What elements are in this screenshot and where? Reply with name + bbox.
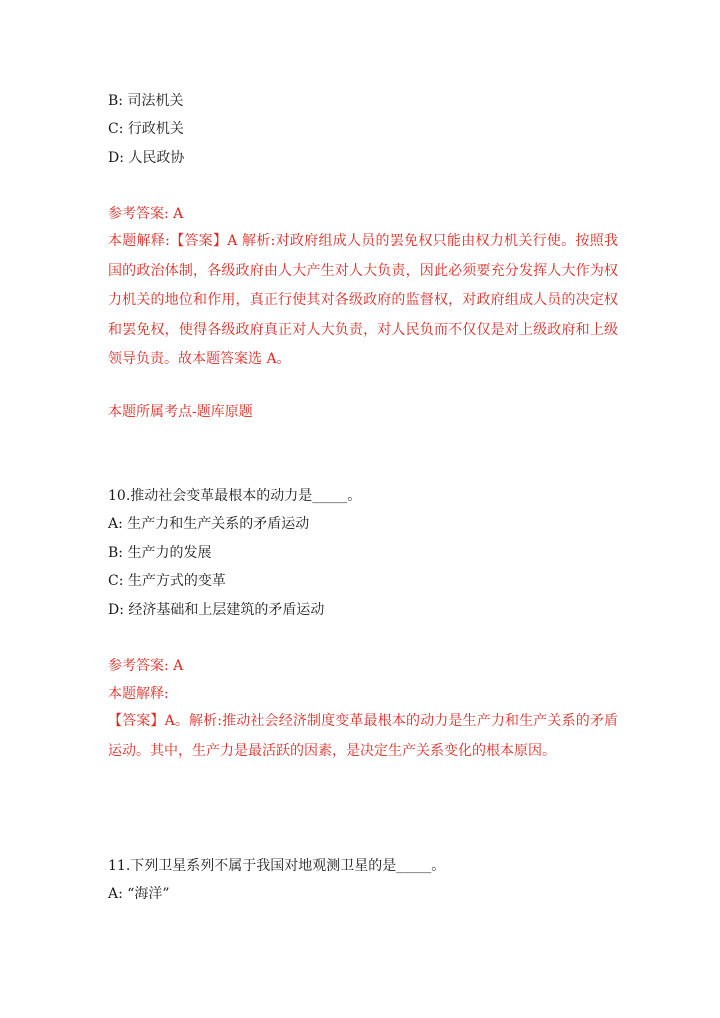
q11-option-a: A: “海洋” bbox=[108, 886, 170, 902]
q10-option-b: B: 生产力的发展 bbox=[108, 545, 212, 561]
q10-explanation-label: 本题解释: bbox=[108, 686, 169, 702]
q11-question: 11.下列卫星系列不属于我国对地观测卫星的是_____。 bbox=[108, 858, 446, 874]
q10-option-a: A: 生产力和生产关系的矛盾运动 bbox=[108, 516, 310, 532]
q9-explanation: 本题解释:【答案】A 解析:对政府组成人员的罢免权只能由权力机关行使。按照我国的政治体制，各级政府由人大产生对人大负责，因此必须要充分发挥人大作为权力机关的地位和作用，真正行使其对各级政府的监督权，对政府组成人员的决定权和罢免权，使得各级政府真正对人大负责，对人民负而不仅仅是对上级政府和上级领导负责。故本题答案选 A。 bbox=[108, 233, 618, 367]
q9-option-c: C: 行政机关 bbox=[108, 121, 184, 137]
q10-answer: 参考答案: A bbox=[108, 658, 184, 674]
q9-answer: 参考答案: A bbox=[108, 206, 184, 222]
q10-option-c: C: 生产方式的变革 bbox=[108, 573, 226, 589]
q9-option-b: B: 司法机关 bbox=[108, 93, 184, 109]
q10-option-d: D: 经济基础和上层建筑的矛盾运动 bbox=[108, 602, 325, 618]
q9-tag: 本题所属考点-题库原题 bbox=[108, 404, 253, 420]
q10-question: 10.推动社会变革最根本的动力是_____。 bbox=[108, 488, 362, 504]
q9-option-d: D: 人民政协 bbox=[108, 150, 185, 166]
q10-explanation: 【答案】A。解析:推动社会经济制度变革最根本的动力是生产力和生产关系的矛盾运动。其中，生产力是最活跃的因素，是决定生产关系变化的根本原因。 bbox=[108, 713, 618, 759]
